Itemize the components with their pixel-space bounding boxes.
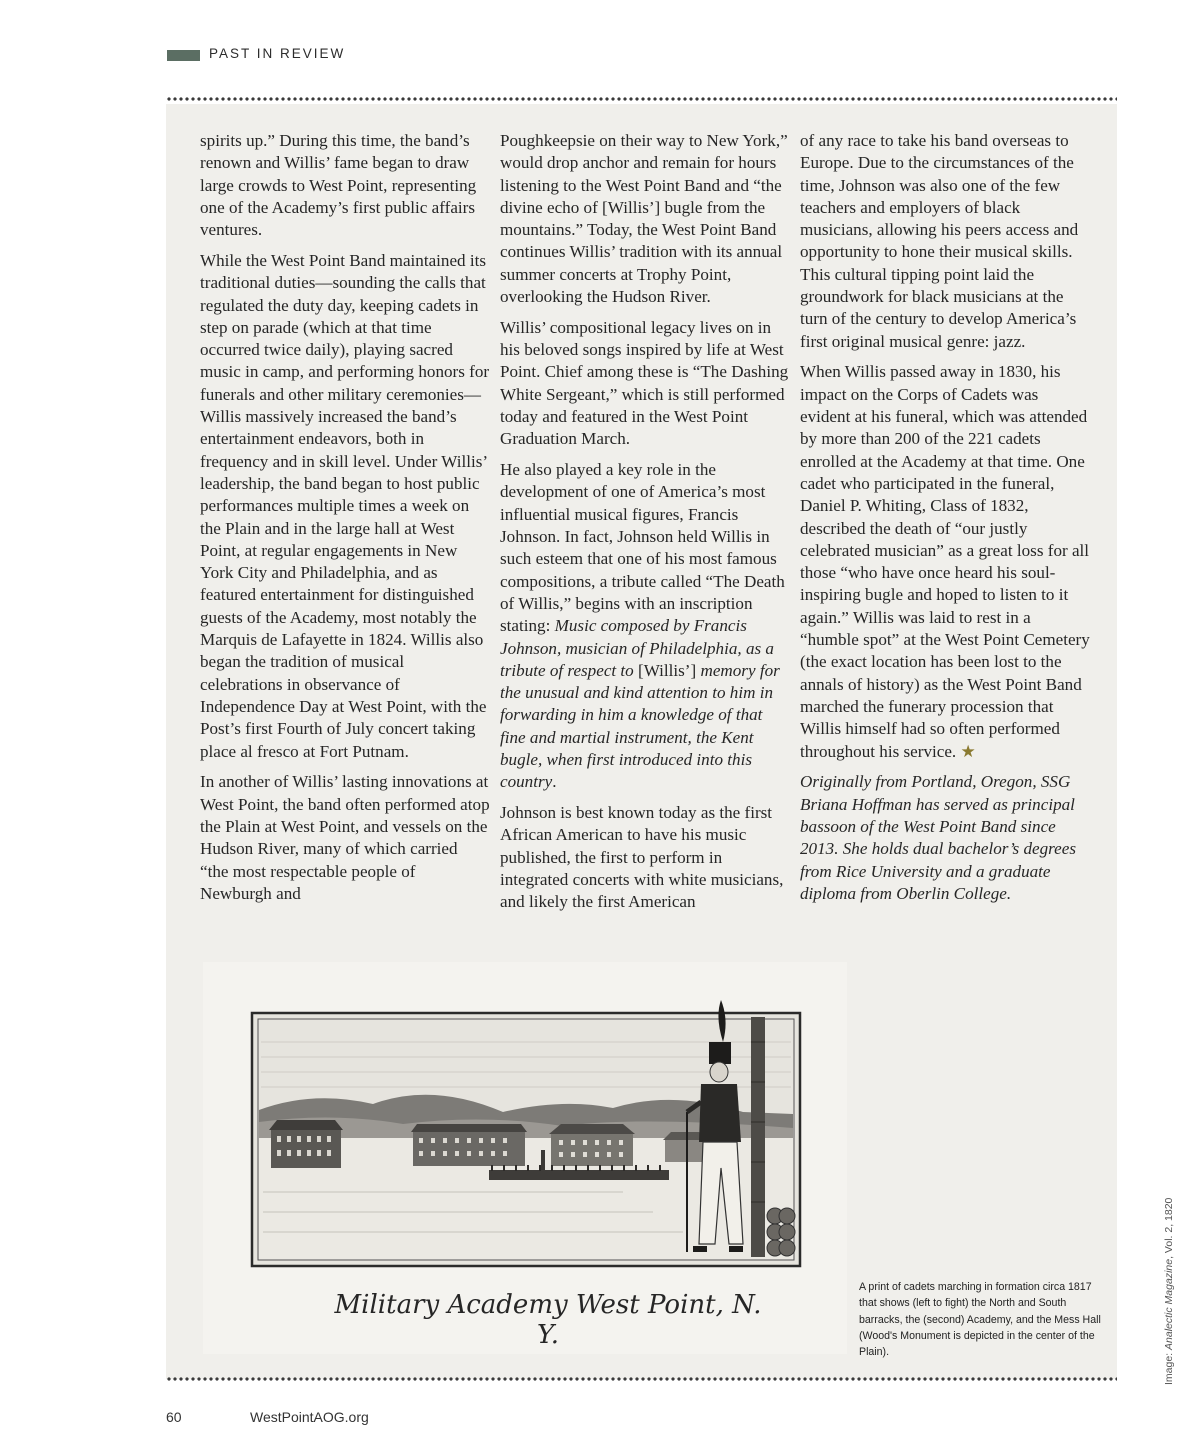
paragraph-text: When Willis passed away in 1830, his impact on the Corps of Cadets was evident at his funeral, which was attended by more than 200 of the 221 cadets enrolled at the Academy at that time. One cadet who participated in the funeral, Daniel P. Whiting, Class of 1832, described the death of “our justly celebrated musician” as a great loss for all those “who have once heard his soul-inspiring bugle and hoped to listen to it again.” Willis was laid to rest in a “humble spot” at the West Point Cemetery (the exact location has been lost to the annals of history) as the West Point Band marched the funerary procession that Willis himself had so often performed throughout his service. [800, 362, 1090, 761]
paragraph-with-inscription [500, 459, 790, 793]
inscription-quote: memory for the unusual and kind attention to him in forwarding in him a knowledge of that fine and martial instrument, the Kent bugle, when first introduced into this country [500, 660, 780, 792]
article-column-1 [200, 130, 490, 914]
inscription-bracket: [Willis’] [638, 660, 697, 680]
article-column-2 [500, 130, 790, 922]
historical-print-image [203, 962, 847, 1354]
paragraph: spirits up.” During this time, the band’s renown and Willis’ fame began to draw large crowds to West Point, representing one of the Academy’s first public affairs ventures. [200, 131, 477, 240]
paragraph: While the West Point Band maintained its traditional duties—sounding the calls that regulated the duty day, keeping cadets in step on parade (which at that time occurred twice daily), playing sacred music in camp, and performing honors for funerals and other military ceremonies—Willis massively increased the band’s entertainment endeavors, both in frequency and in skill level. Under Willis’ leadership, the band began to host public performances multiple times a week on the Plain and in the large hall at West Point, at regular engagements in New York City and Philadelphia, and as featured entertainment for distinguished guests of the Academy, most notably the Marquis de Lafayette in 1824. Willis also began the tradition of musical celebrations in observance of Independence Day at West Point, with the Post’s first Fourth of July concert taking place al fresco at Fort Putnam. [200, 250, 490, 761]
page-number: 60 [166, 1409, 182, 1425]
bottom-dotted-divider [166, 1377, 1117, 1381]
paragraph-text: He also played a key role in the development of one of America’s most influential musical figures, Francis Johnson. In fact, Johnson held Willis in such esteem that one of his most famous compositions, a tribute called “The Death of Willis,” begins with an inscription stating: [500, 460, 785, 636]
top-dotted-divider [166, 97, 1117, 101]
paragraph: In another of Willis’ lasting innovations at West Point, the band often performed atop the Plain at West Point, and vessels on the Hudson River, many of which carried “the most respectable people of Newburgh and [200, 772, 490, 903]
paragraph: Willis’ compositional legacy lives on in his beloved songs inspired by life at West Point. Chief among these is “The Dashing White Sergeant,” which is still performed today and featured in the West Point Graduation March. [500, 317, 789, 449]
paragraph: of any race to take his band overseas to Europe. Due to the circumstances of the time, Johnson was also one of the few teachers and employers of black musicians, allowing his peers access and opportunity to hone their musical skills. This cultural tipping point laid the groundwork for black musicians at the turn of the century to develop America’s first original musical genre: jazz. [800, 131, 1079, 351]
print-inscription: Military Academy West Point, N. Y. [334, 1290, 762, 1350]
paragraph: Johnson is best known today as the first African American to have his music published, the first to perform in integrated concerts with white musicians, and likely the first American [500, 803, 784, 912]
section-label: PAST IN REVIEW [209, 46, 346, 61]
inscription-quote: Music composed by Francis Johnson, musician of Philadelphia, as a tribute of respect to [500, 616, 774, 680]
author-bio: Originally from Portland, Oregon, SSG Briana Hoffman has served as principal bassoon of the West Point Band since 2013. She holds dual bachelor’s degrees from Rice University and a graduate diploma from Oberlin College. [800, 772, 1077, 903]
site-url: WestPointAOG.org [250, 1409, 369, 1425]
image-caption: A print of cadets marching in formation circa 1817 that shows (left to fight) the North and South barracks, the (second) Academy, and the Mess Hall (Wood's Monument is depicted in the center of the Plain). [859, 1281, 1101, 1359]
article-column-3 [800, 130, 1090, 914]
paragraph: Poughkeepsie on their way to New York,” would drop anchor and remain for hours listening to the West Point Band and “the divine echo of [Willis’] bugle from the mountains.” Today, the West Point Band continues Willis’ tradition with its annual summer concerts at Trophy Point, overlooking the Hudson River. [500, 131, 788, 307]
end-star-icon: ★ [960, 741, 976, 761]
image-credit: Image: Analectic Magazine, Vol. 2, 1820 [1163, 1197, 1175, 1385]
paragraph [800, 361, 1090, 762]
inscription-period: . [552, 772, 557, 792]
section-marker-bar [167, 50, 200, 61]
